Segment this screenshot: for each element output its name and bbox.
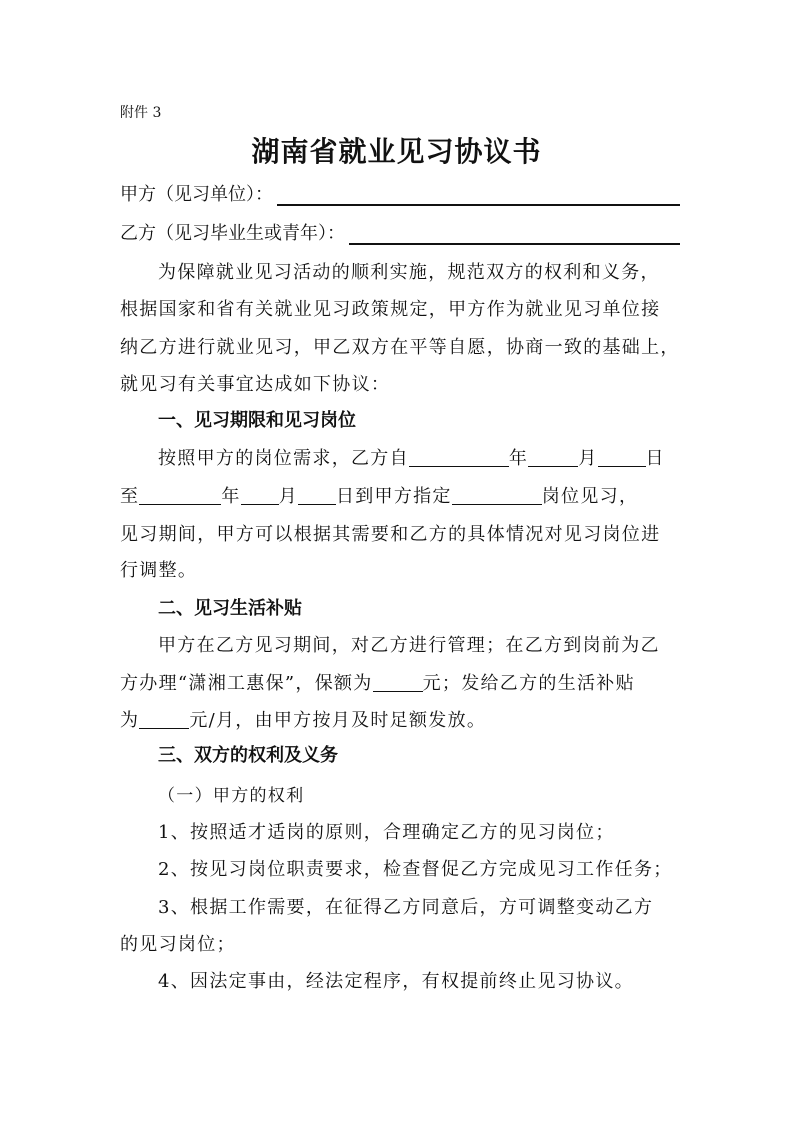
intro-line-2: 根据国家和省有关就业见习政策规定，甲方作为就业见习单位接 (120, 299, 661, 320)
end-month-blank[interactable] (241, 486, 279, 505)
text: 按照甲方的岗位需求，乙方自 (158, 448, 409, 469)
text: 元；发给乙方的生活补贴 (422, 673, 635, 694)
section-3-item-1: 1、按照适才适岗的原则，合理确定乙方的见习岗位； (158, 822, 615, 843)
text: 元/月，由甲方按月及时足额发放。 (189, 710, 487, 731)
section-3-heading: 三、双方的权利及义务 (158, 745, 338, 766)
section-1-line-3: 见习期间，甲方可以根据其需要和乙方的具体情况对见习岗位进 (120, 524, 661, 545)
party-a-line (120, 180, 680, 206)
intro-line-1: 为保障就业见习活动的顺利实施，规范双方的权利和义务， (158, 262, 660, 283)
section-2-line-1: 甲方在乙方见习期间，对乙方进行管理；在乙方到岗前为乙 (158, 635, 660, 656)
document-title: 湖南省就业见习协议书 (251, 135, 542, 168)
text: 为 (120, 710, 140, 731)
party-a-label: 甲方（见习单位）： (120, 184, 273, 205)
start-month-blank[interactable] (528, 448, 578, 467)
section-2-line-3 (120, 706, 680, 732)
text: 年 (221, 486, 241, 507)
section-1-heading: 一、见习期限和见习岗位 (158, 410, 356, 431)
text: 至 (120, 486, 140, 507)
section-3-item-3-cont: 的见习岗位； (120, 934, 236, 955)
section-1-line-1 (120, 444, 718, 470)
start-day-blank[interactable] (598, 448, 646, 467)
section-3-subheading: （一）甲方的权利 (158, 786, 305, 806)
annex-label: 附件 3 (120, 105, 162, 121)
section-2-heading: 二、见习生活补贴 (158, 598, 302, 619)
party-a-field[interactable] (277, 184, 680, 206)
section-3-item-2: 2、按见习岗位职责要求，检查督促乙方完成见习工作任务； (158, 859, 673, 880)
text: 月 (278, 486, 298, 507)
text: 岗位见习， (541, 486, 639, 507)
end-year-blank[interactable] (139, 486, 221, 505)
intro-line-4: 就见习有关事宜达成如下协议： (120, 374, 391, 395)
intro-line-3: 纳乙方进行就业见习，甲乙双方在平等自愿，协商一致的基础上， (120, 337, 680, 358)
text: 方办理“潇湘工惠保”，保额为 (120, 673, 373, 694)
section-1-line-2 (120, 482, 680, 508)
party-b-line (120, 219, 680, 245)
party-b-label: 乙方（见习毕业生或青年）： (120, 223, 345, 244)
text: 月 (578, 448, 598, 469)
text: 日 (645, 448, 665, 469)
start-year-blank[interactable] (409, 448, 509, 467)
insured-amount-blank[interactable] (373, 673, 423, 692)
section-2-line-2 (120, 669, 680, 695)
party-b-field[interactable] (349, 223, 680, 245)
section-3-item-4: 4、因法定事由，经法定程序，有权提前终止见习协议。 (158, 971, 634, 992)
section-1-line-4: 行调整。 (120, 560, 198, 581)
text: 年 (508, 448, 529, 469)
position-blank[interactable] (452, 486, 542, 505)
section-3-item-3: 3、根据工作需要，在征得乙方同意后，方可调整变动乙方 (158, 897, 654, 918)
allowance-amount-blank[interactable] (139, 710, 189, 729)
end-day-blank[interactable] (298, 486, 336, 505)
text: 日到甲方指定 (335, 486, 452, 507)
